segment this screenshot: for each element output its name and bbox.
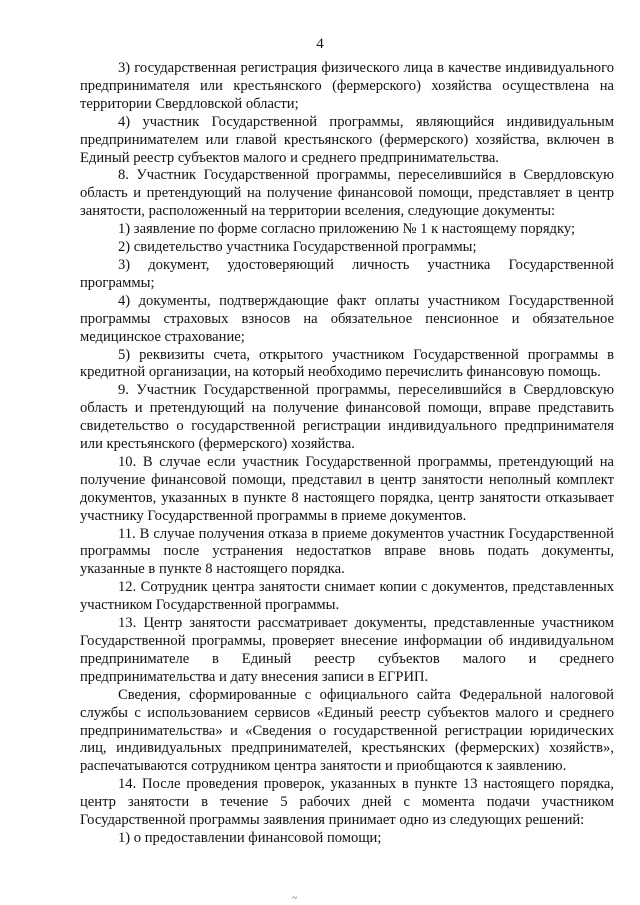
paragraph-clause-12: 12. Сотрудник центра занятости снимает копии с документов, представленных участником Государственной программы. [80, 579, 614, 614]
paragraph-clause-10: 10. В случае если участник Государственной программы, претендующий на получение финансовой помощи, представил в центр занятости неполный комплект документов, указанных в пункте 8 настоящего порядка, центр занятости отказывает участнику Государственной программы в приеме документов. [80, 453, 614, 524]
scan-mark: ~ [292, 893, 298, 904]
document-body [80, 60, 614, 848]
paragraph-doc-2: 2) свидетельство участника Государственной программы; [118, 239, 477, 256]
paragraph-doc-3: 3) документ, удостоверяющий личность участника Государственной программы; [80, 256, 614, 291]
page-number: 4 [316, 36, 324, 52]
paragraph-clause-11: 11. В случае получения отказа в приеме документов участник Государственной программы после устранения недостатков вправе вновь подать документы, указанные в пункте 8 настоящего порядка. [80, 525, 614, 578]
paragraph-fns-info: Сведения, сформированные с официального сайта Федеральной налоговой службы с использованием сервисов «Единый реестр субъектов малого и среднего предпринимательства» и «Сведения о государственной регистрации юридических лиц, индивидуальных предпринимателей, крестьянских (фермерских) хозяйств», распечатываются сотрудником центра занятости и приобщаются к заявлению. [80, 686, 614, 775]
paragraph-item-4: 4) участник Государственной программы, являющийся индивидуальным предпринимателем или главой крестьянского (фермерского) хозяйства, включен в Единый реестр субъектов малого и среднего предпринимательства. [80, 113, 614, 166]
paragraph-item-3: 3) государственная регистрация физического лица в качестве индивидуального предпринимателя или крестьянского (фермерского) хозяйства осуществлена на территории Свердловской области; [80, 60, 614, 112]
paragraph-clause-8: 8. Участник Государственной программы, переселившийся в Свердловскую область и претендующий на получение финансовой помощи, представляет в центр занятости, расположенный на территории вселения, следующие документы: [80, 167, 614, 220]
paragraph-decision-1: 1) о предоставлении финансовой помощи; [118, 829, 382, 846]
paragraph-clause-13: 13. Центр занятости рассматривает документы, представленные участником Государственной программы, проверяет внесение информации об индивидуальном предпринимателе в Единый реестр субъектов малого и среднего предпринимательства и дату внесения записи в ЕГРИП. [80, 615, 614, 685]
paragraph-clause-9: 9. Участник Государственной программы, переселившийся в Свердловскую область и претендующий на получение финансовой помощи, вправе представить свидетельство о государственной регистрации индивидуального предпринимателя или крестьянского (фермерского) хозяйства. [80, 382, 614, 453]
paragraph-doc-5: 5) реквизиты счета, открытого участником Государственной программы в кредитной организации, на который необходимо перечислить финансовую помощь. [80, 346, 614, 381]
paragraph-clause-14: 14. После проведения проверок, указанных в пункте 13 настоящего порядка, центр занятости в течение 5 рабочих дней с момента подачи участником Государственной программы заявления принимает одно из следующих решений: [80, 776, 614, 829]
paragraph-doc-1: 1) заявление по форме согласно приложению № 1 к настоящему порядку; [118, 221, 576, 238]
paragraph-doc-4: 4) документы, подтверждающие факт оплаты участником Государственной программы страховых взносов на обязательное пенсионное и обязательное медицинское страхование; [80, 292, 614, 345]
